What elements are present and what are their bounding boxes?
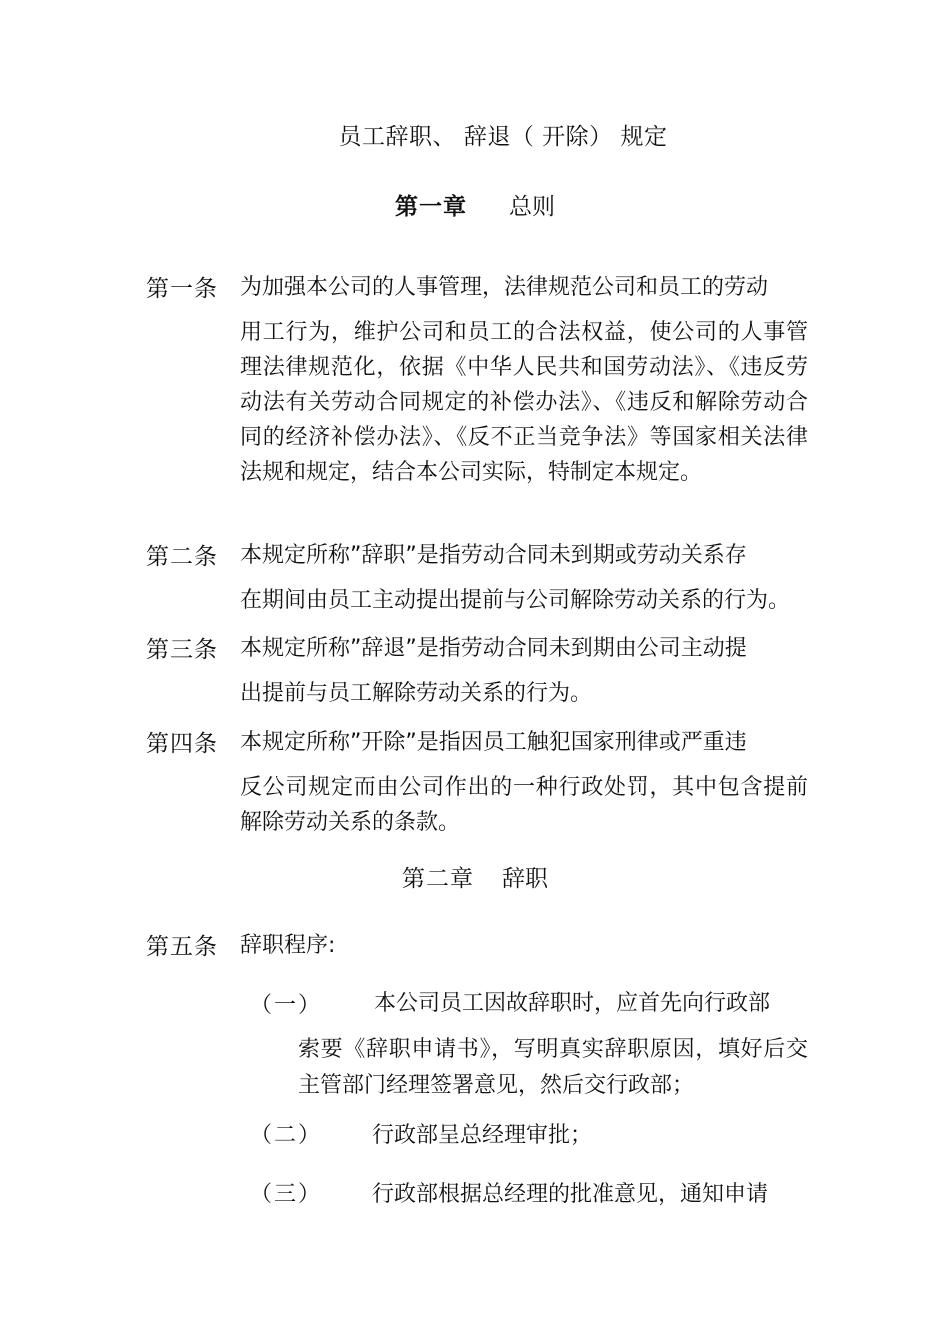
article-first-line: 本规定所称”开除”是指因员工触犯国家刑律或严重违 (240, 730, 747, 755)
chapter-heading (0, 188, 950, 221)
item-body: 行政部呈总经理审批； (372, 1123, 593, 1148)
article-body (240, 538, 808, 618)
item-body: 行政部根据总经理的批准意见，通知申请 (372, 1182, 769, 1207)
article-continuation: 在期间由员工主动提出提前与公司解除劳动关系的行为。 (240, 588, 791, 613)
article-label: 第四条 (146, 731, 218, 757)
article-continuation: 反公司规定而由公司作出的一种行政处罚，其中包含提前解除劳动关系的条款。 (240, 775, 808, 835)
article-body (240, 725, 808, 840)
article-body (240, 270, 808, 490)
document-title: 员工辞职、 辞退（ 开除） 规定 (338, 124, 668, 150)
chapter-name: 总则 (509, 194, 555, 220)
chapter-number: 第二章 (402, 866, 474, 892)
item-first-line: 本公司员工因故辞职时，应首先向行政部 (374, 991, 771, 1016)
article-first-line: 本规定所称”辞职”是指劳动合同未到期或劳动关系存 (240, 543, 747, 568)
article-body: 辞职程序: (240, 933, 336, 958)
item-body (298, 986, 808, 1104)
article-continuation: 出提前与员工解除劳动关系的行为。 (240, 681, 593, 706)
item-label: （二） (250, 1123, 323, 1148)
article-label: 第二条 (146, 544, 218, 570)
article-body (240, 631, 808, 711)
article-label: 第三条 (146, 637, 218, 663)
article-label: 第一条 (146, 276, 218, 302)
item-continuation: 索要《辞职申请书》，写明真实辞职原因，填好后交主管部门经理签署意见，然后交行政部； (298, 1037, 808, 1098)
article-continuation: 用工行为，维护公司和员工的合法权益，使公司的人事管理法律规范化，依据《中华人民共和国劳动法》、《违反劳动法有关劳动合同规定的补偿办法》、《违反和解除劳动合同的经济补偿办法》、《反不正当竞争法》等国家相关法律法规和规定，结合本公司实际，特制定本规定。 (240, 320, 808, 485)
item-label: （一） (250, 993, 323, 1018)
article-first-line: 本规定所称”辞退”是指劳动合同未到期由公司主动提 (240, 636, 747, 661)
item-label: （三） (250, 1182, 323, 1207)
chapter-name: 辞职 (502, 866, 548, 892)
article-first-line: 为加强本公司的人事管理，法律规范公司和员工的劳动 (240, 275, 769, 300)
chapter-number: 第一章 (395, 193, 467, 220)
article-label: 第五条 (146, 934, 218, 960)
chapter-heading (0, 860, 950, 893)
